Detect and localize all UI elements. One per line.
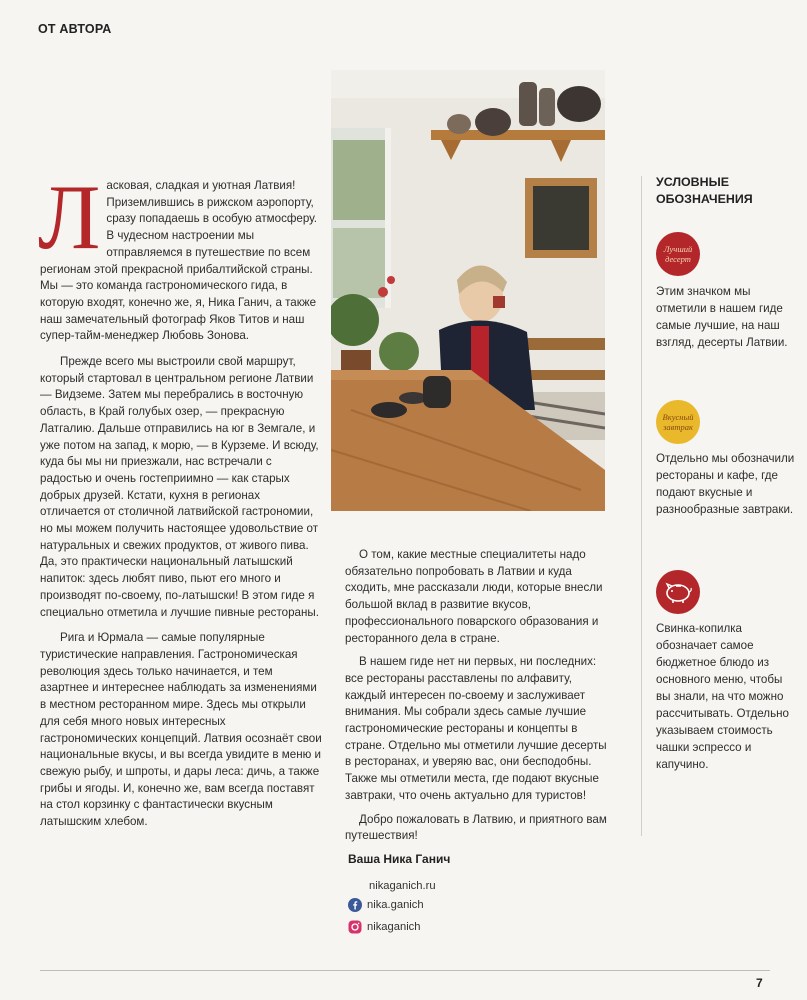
footer-divider: [40, 970, 770, 971]
sidebar-divider: [641, 176, 642, 836]
body-paragraph: Прежде всего мы выстроили свой маршрут, который стартовал в центральном регионе Латвии — Видземе. Затем мы перебрались в восточную область, в Край голубых озер, — прекрасную Латгалию. Дальше отправились на юг в Земгале, и уже потом на запад, к морю, — в Курземе. И всюду, куда бы мы ни приезжали, нас встречали с радостью и очень гостеприимно — как старых добрых друзей. Кстати, кухня в регионах отличается от столичной латвийской гастрономии, но мы можем получить настоящее удовольствие от натуральных и свежих продуктов, от живого пива. Да, это практически национальный латышский напиток: здесь любят пиво, пьют его много и производят по-своему, по-латышски! В этом гиде я специально отметила и лучшие пивные рестораны.: [40, 355, 319, 619]
instagram-icon: [348, 920, 362, 934]
section-label: ОТ АВТОРА: [38, 22, 112, 36]
body-paragraph: В нашем гиде нет ни первых, ни последних: все рестораны расставлены по алфавиту, каждый интересен по-своему и заслуживает внимания. Мы собрали здесь самые лучшие гастрономические рестораны и концепты в стране. Отдельно мы отметили лучшие десерты в ресторанах, и уверяю вас, они бесподобны. Также мы отметили места, где подают вкусные завтраки, что очень актуально для туристов!: [345, 655, 607, 802]
intro-column: [38, 166, 323, 831]
instagram-contact[interactable]: [348, 920, 421, 934]
website-link[interactable]: nikaganich.ru: [369, 880, 436, 892]
legend-item-breakfast: Отдельно мы обозначили рестораны и кафе, где подают вкусные и разнообразные завтраки.: [656, 452, 795, 516]
breakfast-badge-icon: [656, 400, 700, 444]
drop-cap: Л: [38, 166, 101, 268]
closing-column: [345, 547, 607, 845]
instagram-handle: nikaganich: [367, 921, 421, 933]
page-number: 7: [756, 976, 763, 990]
facebook-icon: [348, 898, 362, 912]
body-paragraph: Рига и Юрмала — самые популярные туристические направления. Гастрономическая революция здесь только начинается, и тем азартнее и интереснее наблюдать за изменениями в местном ресторанном мире. Здесь мы открыли для себя много новых интересных гастрономических концепций. Латвия осознаёт свои национальные вкусы, и вы всегда увидите в меню и свежую рыбу, и шпроты, и дары леса: дичь, а также грибы и ягоды. И, конечно же, вам всегда поставят на стол корзинку с фантастически вкусным латышским хлебом.: [40, 631, 322, 829]
badge-label: Вкусный завтрак: [662, 412, 694, 432]
dessert-badge-icon: [656, 232, 700, 276]
piggy-bank-icon: [656, 570, 700, 614]
facebook-handle: nika.ganich: [367, 899, 424, 911]
body-paragraph: Добро пожаловать в Латвию, и приятного вам путешествия!: [345, 812, 607, 843]
legend-item-dessert: Этим значком мы отметили в нашем гиде самые лучшие, на наш взгляд, десерты Латвии.: [656, 285, 788, 349]
legend-title: УСЛОВНЫЕ ОБОЗНАЧЕНИЯ: [656, 175, 753, 206]
legend-item-budget: Свинка-копилка обозначает самое бюджетное блюдо из основного меню, чтобы вы знали, на что можно рассчитывать. Отдельно указываем стоимость чашки эспрессо и капучино.: [656, 622, 789, 771]
body-paragraph: О том, какие местные специалитеты надо обязательно попробовать в Латвии и куда сходить, мне рассказали люди, которые внесли большой вклад в развитие вкусов, профессионального поварского образования и ресторанного дела в стране.: [345, 548, 603, 645]
signature: Ваша Ника Ганич: [348, 852, 451, 866]
intro-paragraph: асковая, сладкая и уютная Латвия! Приземлившись в рижском аэропорту, сразу попадаешь в особую атмосферу. В чудесном настроении мы отправляемся в путешествие по всем регионам этой прекрасной прибалтийской страны. Мы — это команда гастрономического гида, в которую входят, конечно же, я, Ника Ганич, а также наш замечательный фотограф Яков Титов и наш супер-тайм-менеджер Любовь Зонова.: [40, 179, 318, 343]
author-photo: [331, 70, 605, 511]
badge-label: Лучший десерт: [663, 244, 693, 264]
facebook-contact[interactable]: [348, 898, 424, 912]
